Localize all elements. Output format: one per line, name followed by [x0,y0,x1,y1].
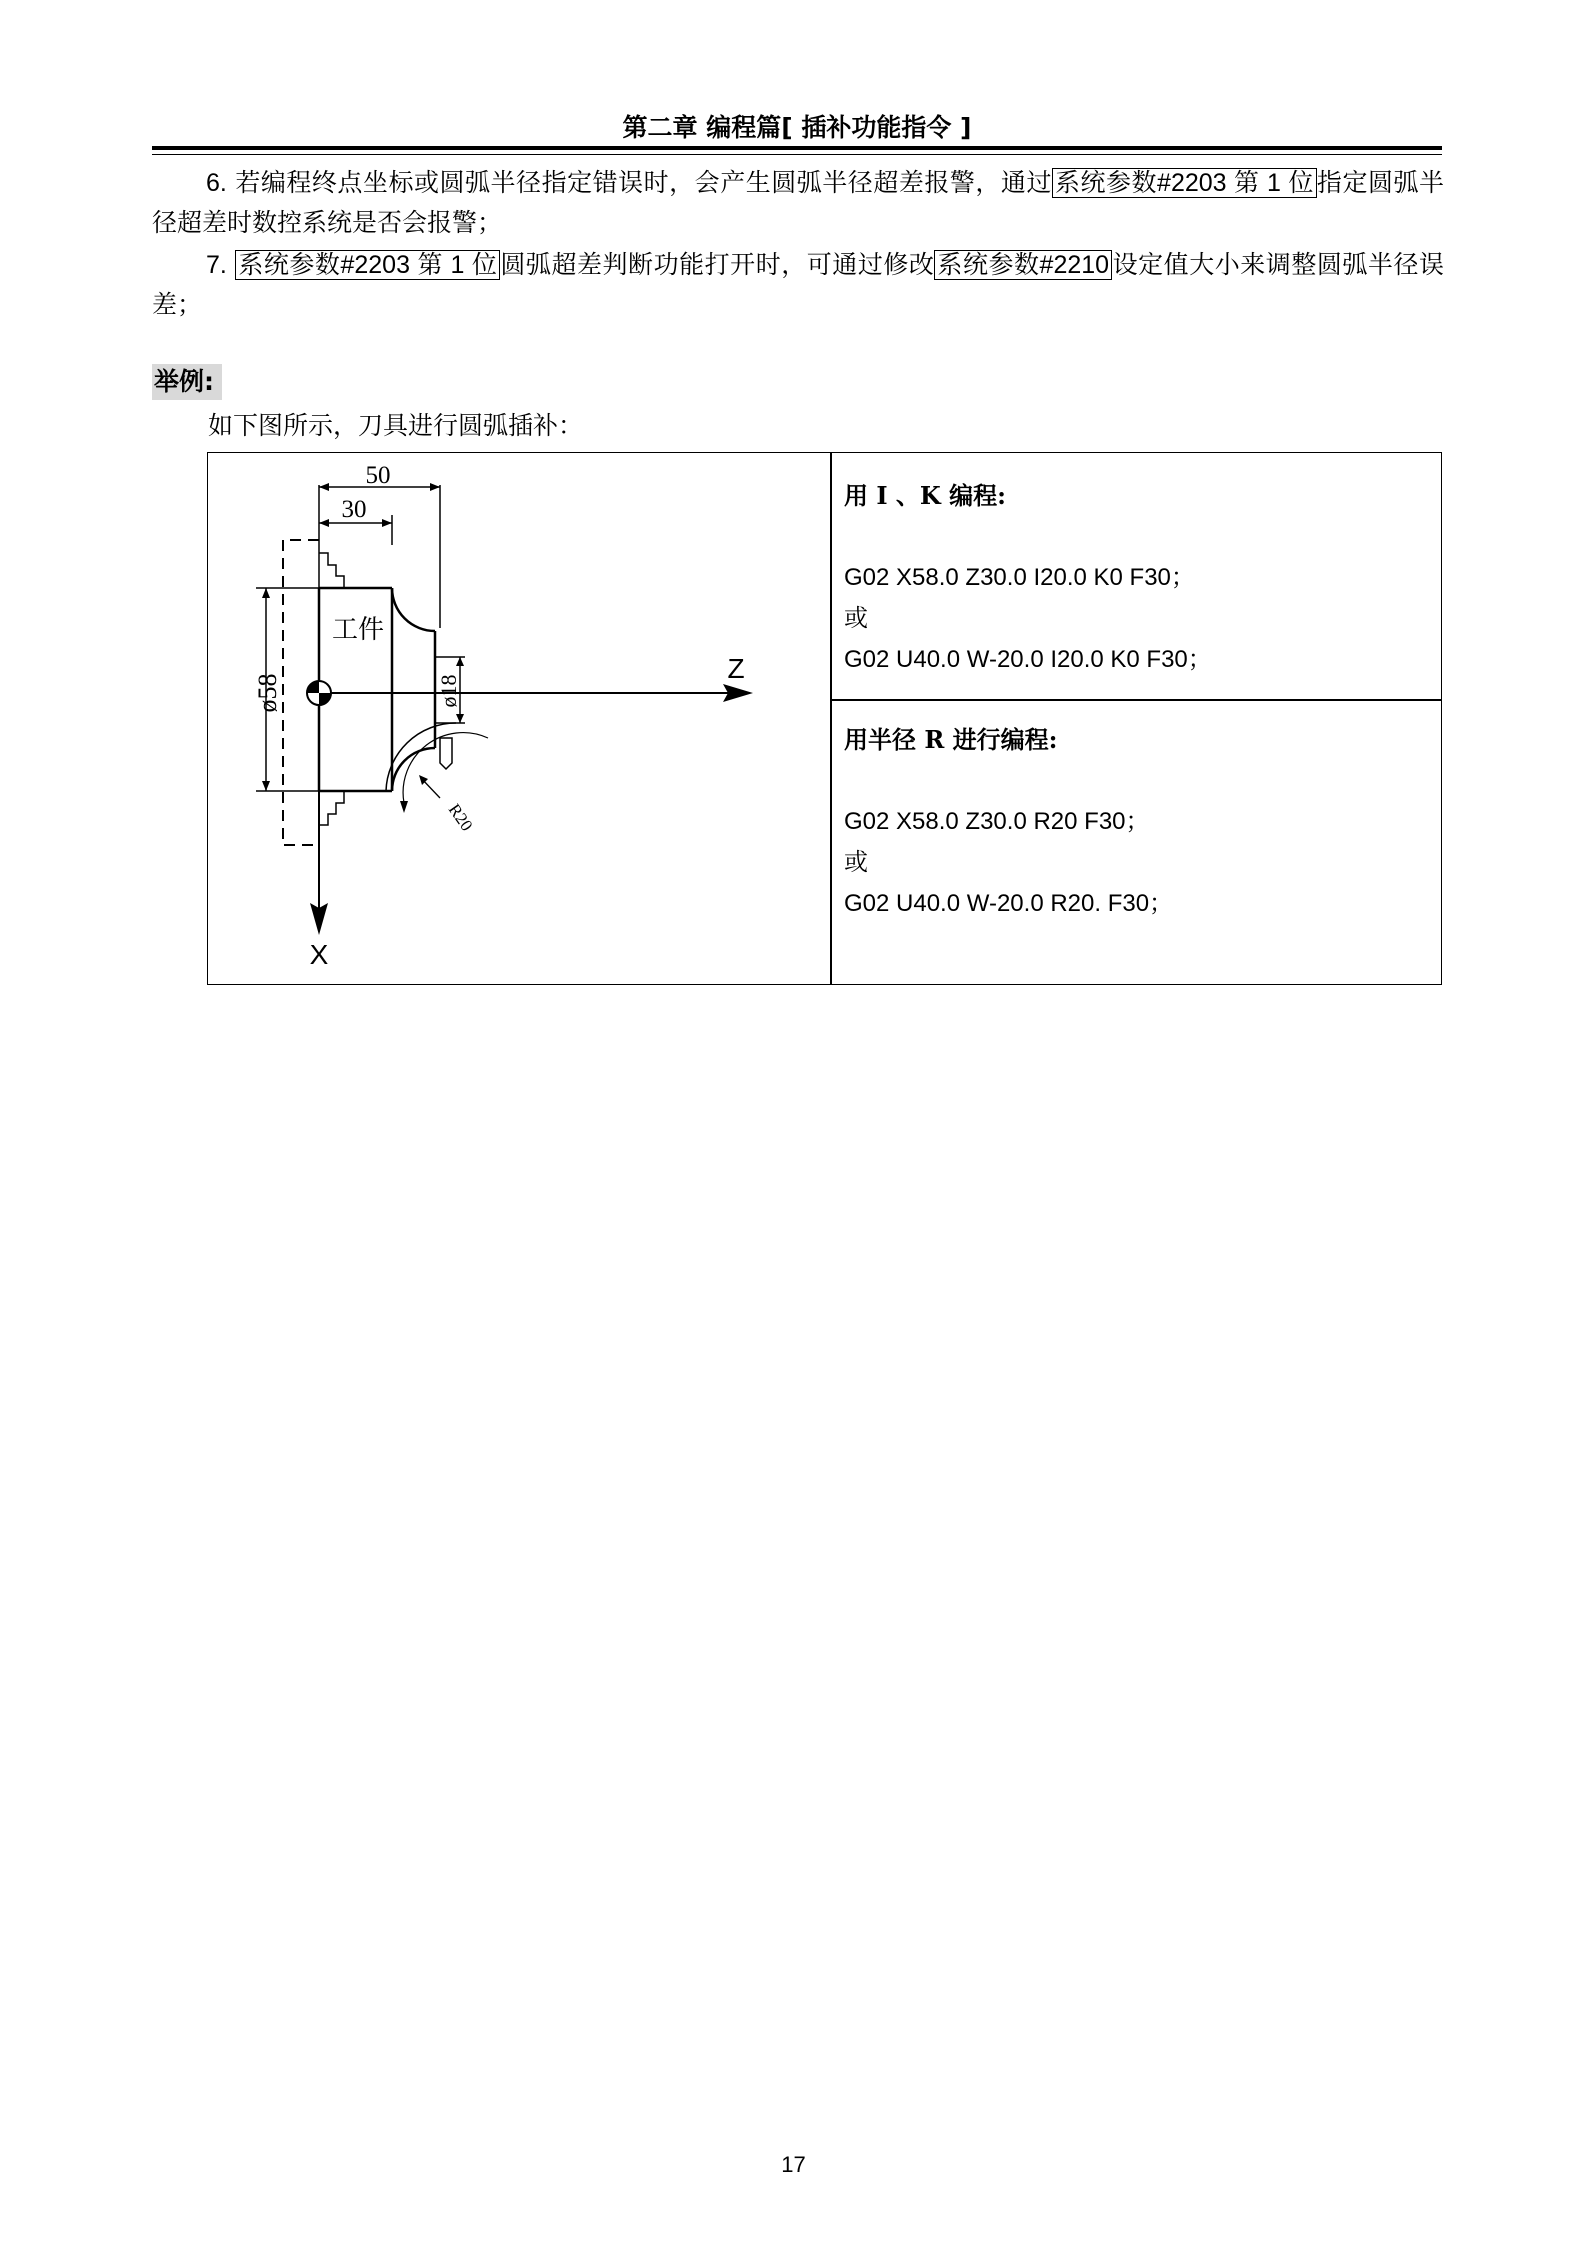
ik-program-line-1: G02 X58.0 Z30.0 I20.0 K0 F30； [844,564,1195,591]
dia-18-label: ø18 [436,674,461,708]
workpiece-arc-top [392,588,435,631]
page-header: 第二章 编程篇[ 插补功能指令 ] [622,113,972,142]
r-program-or: 或 [844,848,868,876]
dim-50-label: 50 [365,462,391,489]
arc-interpolation-diagram [208,453,828,983]
r-program-title: 用半径 R 进行编程: [844,725,1058,754]
paragraph-6-number: 6. [206,169,227,197]
ik-program-title: 用 I 、K 编程: [844,481,1007,510]
z-axis-label: Z [727,653,745,684]
workpiece-label: 工件 [331,615,385,645]
header-rule-thick [152,146,1442,150]
param-box-2203: 系统参数#2203 第 1 位 [1052,168,1317,198]
paragraph-7-text-2: 设定值大小来调整圆弧半径误差； [152,250,1444,319]
paragraph-7-number: 7. [206,251,227,279]
x-axis-label: X [309,939,329,970]
table-vertical-divider [830,453,832,984]
r-program-line-2: G02 U40.0 W-20.0 R20. F30； [844,890,1174,917]
paragraph-7-text: 圆弧超差判断功能打开时，可通过修改 [500,250,935,279]
chuck-jaw-top [319,553,344,588]
paragraph-6-text: 若编程终点坐标或圆弧半径指定错误时，会产生圆弧半径超差报警，通过 [226,168,1052,197]
example-label: 举例: [152,364,222,400]
ik-program-or: 或 [844,604,868,632]
cutting-tool [440,738,452,769]
r-program-cell [844,719,1173,924]
dim-30-label: 30 [341,496,367,523]
example-intro: 如下图所示，刀具进行圆弧插补： [208,411,584,440]
param-box-2210: 系统参数#2210 [934,250,1112,280]
ik-program-cell [844,475,1212,680]
header-rule-thin [152,154,1442,155]
example-table [207,452,1442,985]
r-program-line-1: G02 X58.0 Z30.0 R20 F30； [844,808,1150,835]
paragraph-6-text-2: 指定圆弧半径超差时数控系统是否会报警； [152,168,1445,237]
paragraph-6 [152,163,1444,243]
paragraph-7 [152,245,1444,325]
workpiece-arc-bottom [392,748,435,791]
ik-program-line-2: G02 U40.0 W-20.0 I20.0 K0 F30； [844,646,1212,673]
dia-58-label: ø58 [253,673,282,713]
table-horizontal-divider [830,699,1441,701]
r20-label: R20 [444,800,477,835]
page-number: 17 [781,2152,806,2177]
chuck-jaw-bottom [319,791,344,825]
param-box-2203-b: 系统参数#2203 第 1 位 [235,250,500,280]
